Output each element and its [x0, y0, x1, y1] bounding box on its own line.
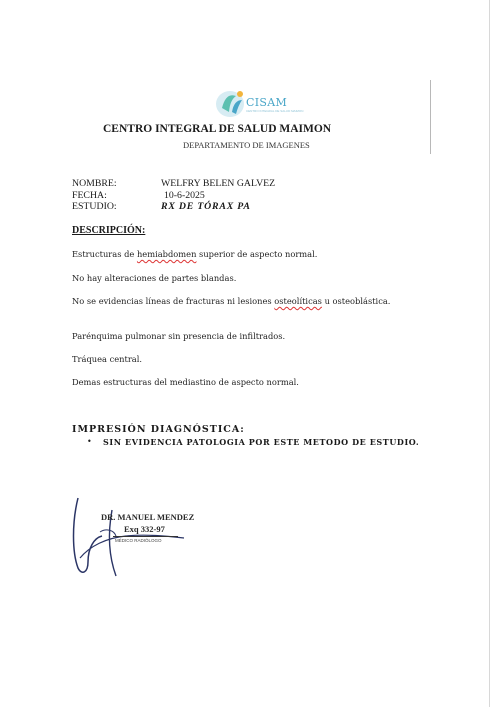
impression-title: IMPRESIÓN DIAGNÓSTICA: — [72, 424, 245, 435]
spellcheck-word: osteolíticas — [274, 296, 322, 306]
doctor-role: MÉDICO RADIÓLOGO — [115, 538, 162, 543]
description-paragraph — [72, 296, 392, 307]
description-paragraph: No hay alteraciones de partes blandas. — [72, 273, 237, 283]
name-value: WELFRY BELEN GALVEZ — [161, 178, 276, 189]
study-value: RX DE TÓRAX PA — [161, 201, 251, 212]
description-paragraph: Tráquea central. — [72, 354, 143, 364]
handwritten-signature — [66, 492, 196, 582]
logo-subtext: CENTRO INTEGRAL DE SALUD MAIMON — [246, 109, 304, 113]
text-span: Estructuras de — [72, 249, 137, 259]
bullet-icon: • — [87, 437, 92, 446]
date-value: 10-6-2025 — [164, 190, 205, 201]
impression-item: SIN EVIDENCIA PATOLOGIA POR ESTE METODO DE ESTUDIO. — [103, 437, 420, 447]
name-label: NOMBRE: — [72, 178, 117, 189]
text-span: superior de aspecto normal. — [196, 249, 318, 259]
description-paragraph — [72, 249, 392, 260]
spellcheck-word: hemiabdomen — [136, 249, 197, 259]
date-label: FECHA: — [72, 190, 107, 201]
doctor-name: DR. MANUEL MENDEZ — [101, 512, 195, 522]
signature-line — [113, 536, 178, 537]
text-span: No se evidencias líneas de fracturas ni lesiones — [72, 296, 275, 306]
exequatur-number: Exq 332-97 — [124, 524, 165, 534]
department-name: DEPARTAMENTO DE IMAGENES — [183, 140, 310, 150]
description-paragraph: Parénquima pulmonar sin presencia de infiltrados. — [72, 331, 286, 341]
center-name: CENTRO INTEGRAL DE SALUD MAIMON — [103, 123, 332, 135]
header-divider — [430, 80, 431, 154]
description-paragraph: Demas estructuras del mediastino de aspecto normal. — [72, 377, 299, 387]
logo-text: CISAM — [246, 96, 288, 109]
study-label: ESTUDIO: — [72, 201, 117, 212]
text-span: u osteoblástica. — [321, 296, 391, 306]
description-title: DESCRIPCIÓN: — [72, 225, 146, 236]
